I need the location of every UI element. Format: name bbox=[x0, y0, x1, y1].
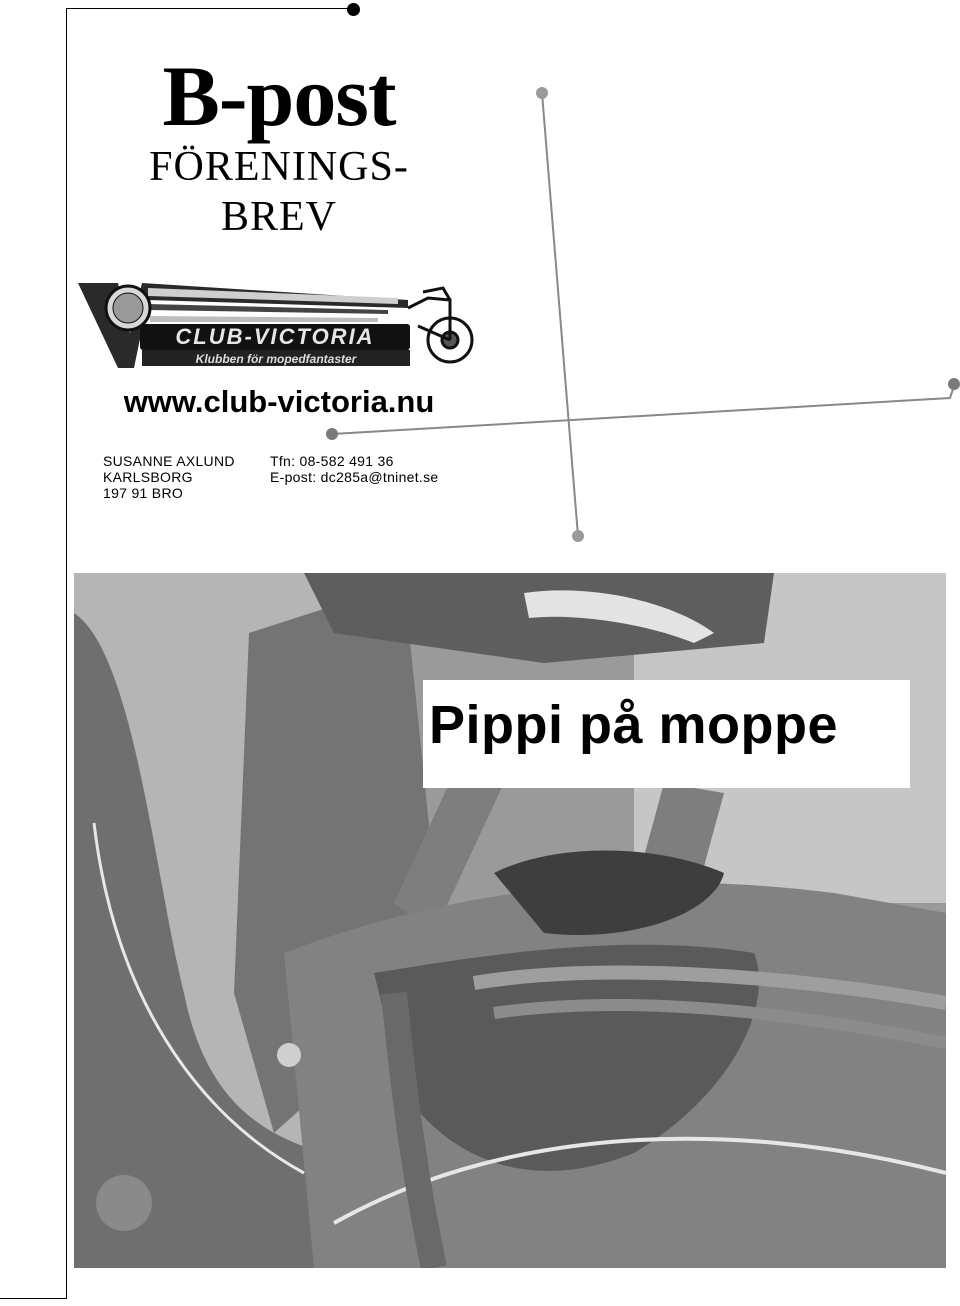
connector-dot-bottom bbox=[572, 530, 584, 542]
contact-postal: 197 91 BRO bbox=[103, 485, 184, 501]
svg-text:Klubben för mopedfantaster: Klubben för mopedfantaster bbox=[195, 352, 357, 366]
contact-details bbox=[270, 453, 439, 485]
title-block bbox=[70, 50, 488, 242]
vertical-connector-line bbox=[542, 93, 578, 536]
svg-text:CLUB-VICTORIA: CLUB-VICTORIA bbox=[175, 324, 375, 349]
bird-nest-on-moped-image bbox=[74, 573, 946, 1268]
connector-dot-top bbox=[536, 87, 548, 99]
page-subtitle-line1: FÖRENINGS- bbox=[149, 144, 409, 190]
contact-name: SUSANNE AXLUND bbox=[103, 453, 235, 469]
moped-icon bbox=[408, 288, 472, 362]
club-victoria-logo bbox=[78, 278, 478, 378]
page-title: B-post bbox=[162, 48, 396, 144]
photo-caption: Pippi på moppe bbox=[423, 680, 910, 788]
connector-dot-left bbox=[326, 428, 338, 440]
page-subtitle-line2: BREV bbox=[220, 194, 337, 240]
contact-street: KARLSBORG bbox=[103, 469, 193, 485]
contact-phone: Tfn: 08-582 491 36 bbox=[270, 453, 394, 469]
connector-dot-right bbox=[948, 378, 960, 390]
website-link[interactable]: www.club-victoria.nu bbox=[123, 384, 435, 419]
contact-address bbox=[103, 453, 235, 501]
contact-email[interactable]: E-post: dc285a@tninet.se bbox=[270, 469, 439, 485]
nest-photo bbox=[74, 573, 946, 1268]
